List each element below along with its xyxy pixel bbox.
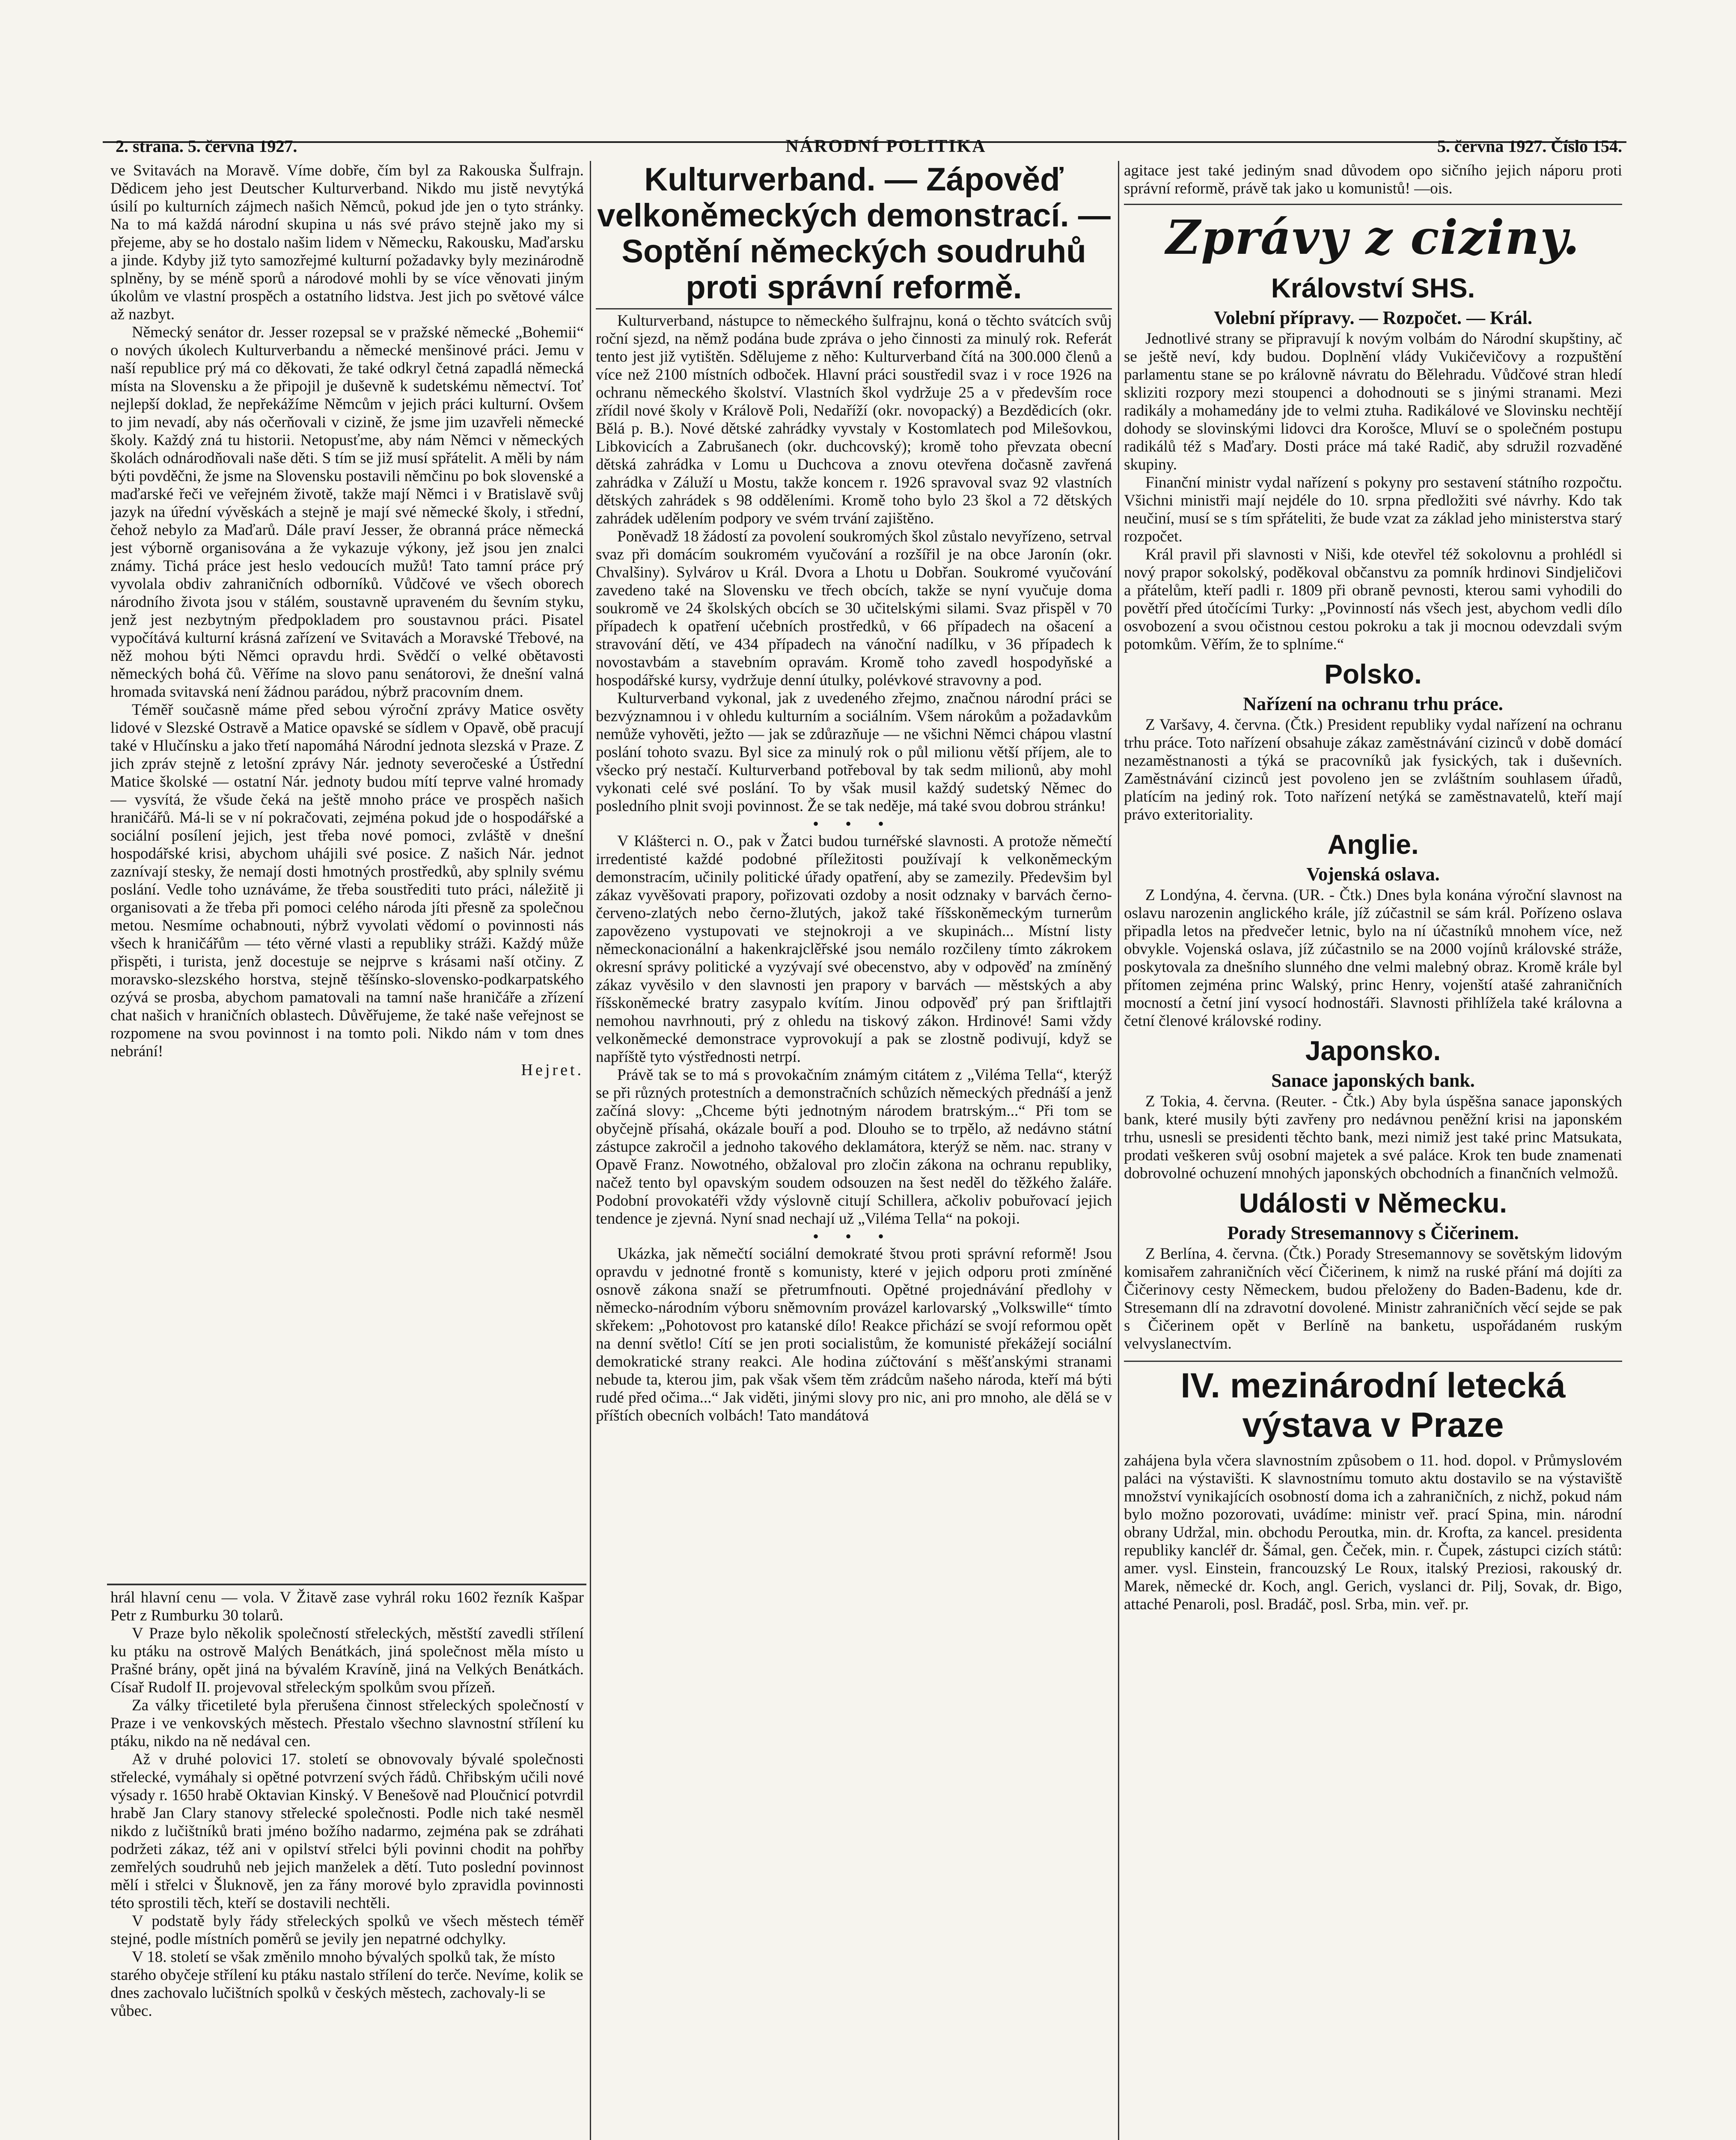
country-heading: Anglie. — [1327, 829, 1419, 860]
section-separator-dots: • • • — [812, 1227, 895, 1246]
country-heading: Události v Německu. — [1239, 1188, 1507, 1219]
section-separator-dots: • • • — [812, 814, 895, 833]
page-header — [107, 136, 1622, 158]
news-subheading: Porady Stresemannovy s Čičerinem. — [1227, 1222, 1519, 1243]
feuilleton-rule — [107, 1584, 586, 1585]
news-paragraph: Z Berlína, 4. června. (Čtk.) Porady Stresemannovy se sovětským lidovým komisařem zahraničních věcí Čičerinem, k nimž na ruské přání má dojíti za Čičerinovy cesty Německem, budou přeloženy do Baden-Badenu, kde dr. Stresemann dlí na zdravotní dovolené. Ministr zahraničních věcí sejde se pak s Čičerinem opět v Berlíně na banketu, uspořádaném ruským velvyslanectvím. — [1124, 1245, 1622, 1352]
column-2-article — [596, 162, 1112, 2140]
article-paragraph: Německý senátor dr. Jesser rozepsal se v pražské německé „Bohemii“ o nových úkolech Kulturverbandu a německé menšinové práci. Jemu v naší republice prý má co děkovati, že také odkryl četná zapadlá německá místa na Slovensku a že připojil je duševně k sudetskému němectví. Toť nejlepší doklad, že nepřekážíme Němcům v jejich práci kulturní. Ovšem to jim nevadí, aby nás očerňovali v cizině, že jsme jim uzavřeli německé školy. Každý zná tu historii. Netopusťme, aby nám Němci v německých školách odnárodňovali naše děti. S tím se již musí spřátelit. A měli by nám býti povděčni, že jsme na Slovensku postavili němčinu po bok slovenské a maďarské řeči ve veřejném životě, takže mají Němci i v Bratislavě svůj jazyk na úřední vývěskách a stejně je mají své německé školy, i střední, čehož nebylo za Maďarů. Dále praví Jesser, že obranná práce německá jest výborně organisována a že vykazuje výkony, jež jsou jen znalci známy. Tichá práce jest heslo vedoucích mužů! Tato tamní práce prý vyvolala obdiv zahraničních odborníků. Vůdčové ve všech oborech národního života jsou v stálém, soustavně upraveném du ševním styku, jenž jest nezbytným předpokladem pro soustavnou práci. Pisatel vypočítává kulturní krásná zařízení ve Svitavách a Moravské Třebové, na něž mohou býti Němci opravdu hrdi. Svědčí o velké obětavosti německých bohá čů. Věříme na slovo panu senátorovi, že dnešní valná hromada svitavská není žádnou parádou, nýbrž pracovním dnem. — [110, 324, 584, 701]
news-subheading: Nařízení na ochranu trhu práce. — [1243, 693, 1503, 714]
column-1-feuilleton — [110, 1589, 584, 2140]
column-3-foreign-news — [1124, 162, 1622, 2140]
news-subheading: Volební přípravy. — Rozpočet. — Král. — [1214, 307, 1532, 328]
section-rule — [1124, 1361, 1622, 1362]
article-paragraph: V Klášterci n. O., pak v Žatci budou turnéřské slavnosti. A protože němečtí irredentisté každé podobné příležitosti používají k velkoněmeckým demonstracím, učinily politické úřady opatření, aby se zamezily. Předevšim byl zákaz vyvěšovati prapory, pořizovati ozdoby a nosit odznaky v barvách černo-červeno-zlatých nebo černo-žlutých, jakož také říšskoněmeckým turnerům zapovězeno vystupovati ve stejnokroji a ve skupinách... Místní listy německonacionální a hakenkrajclěřské jsou nemálo rozčileny tímto zákrokem okresní správy politické a vyzývají své obecenstvo, aby v odpověď na zmíněný zákaz vyvěsilo v den slavnosti jen prapory v barvách — městských a aby říšskoněmecké bratry zasypalo kvítím. Jinou odpověď prý pan šriftlajtři nemohou navrhnouti, prý z ohledu na tiskový zákon. Hrdinové! Sami vždy velkoněmecké demonstrace vyprovokují a pak se zlostně podivují, když se napříště tyto výstřednosti netrpí. — [596, 832, 1112, 1066]
column-1-article — [110, 162, 584, 1581]
feuilleton-paragraph: Až v druhé polovici 17. století se obnovovaly bývalé společnosti střelecké, vymáhaly si opětné potvrzení svých řádů. Chřibským učili nové výsady r. 1650 hrabě Oktavian Kinský. V Benešově nad Ploučnicí potvrdil hrabě Jan Clary stanovy střelecké společnosti. Podle nich také nesměl nikdo z lučištníků brati jméno božího nadarmo, zejména pak se zdráhati podržeti zákaz, též ani v opilství střelci býli povinni chodit na pohřby zemřelých soudruhů neb jejich manželek a dětí. Tuto poslední povinnost mělí i střelci v Šluknově, jen za řány morové bylo zpravidla povinnosti této sprostili těch, kteří se dostavili nechtěli. — [110, 1751, 584, 1912]
news-paragraph: Jednotlivé strany se připravují k novým volbám do Národní skupštiny, ač se ještě neví, kdy budou. Doplnění vlády Vukičevičovy a rozpuštění parlamentu stane se po královně návratu do Bělehradu. Vůdčové stran hledí skliziti rozpory mezi stoupenci a dohodnouti se s jinými stranami. Mezi radikály a mohamedány jde to velmi ztuha. Radikálové ve Slovinsku nechtějí dohody se slovinskými lidovci dra Korošce, Mluví se o společném postupu radikálů též s Maďary. Dosti práce má také Radič, aby sdružil rozvaděné skupiny. — [1124, 330, 1622, 473]
feuilleton-paragraph: V 18. století se však změnilo mnoho bývalých spolků tak, že místo starého obyčeje střílení ku ptáku nastalo střílení do terče. Nevíme, kolik se dnes zachovalo lučištních spolků v českých městech, zachovaly-li se vůbec. — [110, 1948, 583, 2020]
article-headline: Kulturverband. — Zápověď velkoněmeckých demonstrací. — Soptění německých soudruhů proti správní reformě. — [597, 162, 1111, 306]
feuilleton-paragraph: hrál hlavní cenu — vola. V Žitavě zase vyhrál roku 1602 řezník Kašpar Petr z Rumburku 30 tolarů. — [110, 1589, 584, 1624]
headline-rule — [596, 308, 1112, 309]
country-heading: Japonsko. — [1305, 1035, 1441, 1066]
article-paragraph: Právě tak se to má s provokačním známým citátem z „Viléma Tella“, kterýž se při různých protestních a demonstračních schůzích německých přednáší a jenž začíná slovy: „Chceme býti jednotným národem bratrským...“ Při tom se obyčejně přísahá, okázale bouří a pod. Dlouho se to trpělo, až nedávno státní zástupce zakročil a jednoho takového deklamátora, kterýž se něm. nac. strany v Opavě Franz. Nowotného, obžaloval pro zločin zákona na ochranu republiky, načež tento byl opavským soudem odsouzen na šest neděl do těžkého žaláře. Podobní provokatéři vždy výslovně citují Schillera, ačkoliv pobuřovací jejich tendence je zjevná. Nyní snad nechají už „Viléma Tella“ na pokoji. — [596, 1066, 1112, 1228]
feuilleton-paragraph: V podstatě byly řády střeleckých spolků ve všech městech téměř stejné, podle místních poměrů se jevily jen nepatrné odchylky. — [110, 1912, 584, 1948]
article-paragraph: Kulturverband vykonal, jak z uvedeného zřejmo, značnou národní práci se bezvýznamnou i v ohledu kulturním a sociálním. Všem nárokům a požadavkům nemůže vyhověti, ježto — jak se zdůrazňuje — ne všichni Němci chápou vlastní poslání tohoto svazu. Byl sice za minulý rok o půl milionu větší příjem, ale to všecko prý nestačí. Kulturverband potřeboval by tak sedm milionů, aby mohl vykonati celé své poslání. To by však musil každý sudetský Němec do posledního plnit svoji povinnost. Že se tak neděje, má také svou dobrou stránku! — [596, 690, 1112, 815]
header-issue-right: 5. června 1927. Číslo 154. — [1437, 137, 1622, 156]
article-paragraph: Kulturverband, nástupce to německého šulfrajnu, koná o těchto svátcích svůj roční sjezd, na němž podána bude zpráva o jeho činnosti za minulý rok. Referát tento jest již vytištěn. Sdělujeme z něho: Kulturverband čítá na 300.000 členů a více než 2100 místních odboček. Hlavní práci soustředil svaz i v roce 1926 na ochranu německého školství. Vlastních škol vydržuje 25 a v především roce zřídil nové školy v Králově Poli, Nedaříží (okr. novopacký) a Bezdědicích (okr. Bělá p. B.). Nové dětské zahrádky vyvstaly v Kostomlatech pod Milešovkou, Libkovicích a Zabrušanech (okr. duchcovský); kromě toho převzata obecní dětská zahrádka v Lomu u Duchcova a znovu otevřena dočasně zavřená zahrádka v Záluží u Mostu, takže koncem r. 1926 spravoval svaz 92 vlastních dětských zahrádek s 98 odděleními. Kromě toho bylo 23 škol a 72 dětských zahrádek udělením podpory ve svém trvání zajištěno. — [596, 312, 1112, 527]
country-heading: Polsko. — [1324, 659, 1422, 690]
news-paragraph: Z Londýna, 4. června. (UR. - Čtk.) Dnes byla konána výroční slavnost na oslavu narozenin anglického krále, jíž zúčastnil se sám král. Pořízeno oslava připadla letos na předvečer letnic, bylo na ní účastníků mnohem více, než obvykle. Vojenská oslava, jíž zúčastnilo se na 2000 vojínů královské stráže, poskytovala za dnešního slunného dne velmi malebný obraz. Kromě krále byl přítomen zejména princ Walský, princ Henry, vojenští atašé zahraničních mocností a četní jiní vysocí hodnostáři. Slavnosti přihlížela také královna a četní členové královské rodiny. — [1124, 886, 1622, 1030]
news-subheading: Sanace japonských bank. — [1271, 1070, 1475, 1091]
author-signature: Hejret. — [521, 1061, 584, 1079]
section-title: Zprávy z ciziny. — [1166, 210, 1580, 265]
continuation-paragraph: agitace jest také jediným snad důvodem opo sičního jejich náporu proti správní reformě, právě tak jako u komunistů! —ois. — [1124, 162, 1622, 197]
column-rule-2 — [1118, 161, 1119, 2140]
header-date-left: 2. strana. 5. června 1927. — [116, 137, 297, 156]
exhibition-paragraph: zahájena byla včera slavnostním způsobem o 11. hod. dopol. v Průmyslovém paláci na výstavišti. K slavnostnímu tomuto aktu dostavilo se na výstaviště množství vynikajících osobností doma ich a zahraničních, z nichž, pokud nám bylo možno pozorovati, uvádíme: ministr veř. prací Spina, min. národní obrany Udržal, min. obchodu Peroutka, min. dr. Krofta, za kancel. presidenta republiky kancléř dr. Šámal, gen. Čeček, min. r. Čupek, zástupci cizích států: amer. vysl. Einstein, francouzský Le Roux, italský Preziosi, rakouský dr. Marek, německé dr. Koch, angl. Gerich, vyslanci dr. Pilj, Sovak, dr. Bigo, attaché Penaroli, posl. Bradáč, posl. Srba, min. veř. pr. — [1124, 1452, 1622, 1613]
section-rule — [1124, 204, 1622, 205]
article-paragraph: ve Svitavách na Moravě. Víme dobře, čím byl za Rakouska Šulfrajn. Dědicem jeho jest Deutscher Kulturverband. Nikdo mu jistě nevytýká úsilí po kulturních zájmech našich Němců, pokud jde jen o tyto stránky. Na to má každá národní skupina u nás své právo stejně jako my si přejeme, aby se ho dostalo našim lidem v Německu, Rakousku, Maďarsku a jinde. Kdyby již tyto samozřejmé kulturní požadavky byly mezinárodně splněny, by se méně sporů a národové mohli by se více věnovati jiným úkolům ve vlastní prospěch a ostatního lidstva. Jest jich po světové válce až nazbyt. — [110, 162, 584, 323]
news-paragraph: Z Tokia, 4. června. (Reuter. - Čtk.) Aby byla úspěšna sanace japonských bank, které musily býti zavřeny pro nedávnou peněžní krisi na japonském trhu, usnesli se presidenti těchto bank, mezi nimiž jest také princ Matsukata, prodati veškeren svůj osobní majetek a své paláce. Krok ten bude znamenati dobrovolné ochuzení mnohých japonských obchodních a finančních velmožů. — [1124, 1093, 1622, 1182]
news-paragraph: Finanční ministr vydal nařízení s pokyny pro sestavení státního rozpočtu. Všichni ministři mají nejdéle do 10. srpna předložiti své návrhy. Kdo tak neučiní, musí se s tím spřáteliti, že bude vzat za základ jeho ministerstva starý rozpočet. — [1124, 474, 1622, 545]
feuilleton-paragraph: Za války třicetileté byla přerušena činnost střeleckých společností v Praze i ve venkovských městech. Přestalo všechno slavnostní střílení ku ptáku, nikdo na ně nedával cen. — [110, 1697, 584, 1750]
feuilleton-paragraph: V Praze bylo několik společností střeleckých, městští zavedli střílení ku ptáku na ostrově Malých Benátkách, jiná společnost měla místo u Prašné brány, opět jiná na bývalém Kravíně, jiná na Velkých Benátkách. Císař Rudolf II. projevoval střeleckým spolkům svou přízeň. — [110, 1625, 584, 1696]
country-heading: Království SHS. — [1271, 273, 1475, 303]
article-paragraph: Ukázka, jak němečtí sociální demokraté štvou proti správní reformě! Jsou opravdu v jednotné frontě s komunisty, které v jejich odporu proti zmíněné osnově zákona snaží se přetrumfnouti. Opětné projednávání předlohy v německo-národním výboru sněmovním provázel karlovarský „Volkswille“ tímto skřekem: „Pohotovost pro katanské dílo! Reakce přichází se svojí reformou opět na denní světlo! Cítí se jen proti socialistům, že komunisté překážejí sociální demokratické strany reakci. Ale hodina zúčtování s měšťanskými stranami nebude ta, kterou jim, pak však všem těm zrádcům našeho národa, kteří má býti rudé před očima...“ Jak viděti, jinými slovy pro nic, ani pro mnoho, ale dělá se v příštích obecních volbách! Tato mandátová — [596, 1245, 1112, 1424]
article-paragraph: Téměř současně máme před sebou výroční zprávy Matice osvěty lidové v Slezské Ostravě a Matice opavské se sídlem v Opavě, obě pracují také v Hlučínsku a jako třetí napomáhá Národní jednota slezská v Praze. Z jich zpráv stejně z letošní zprávy Nár. jednoty severočeské a Ústřední Matice školské — ostatní Nár. jednoty budou mítí teprve valné hromady — vysvítá, že všude čeká na ještě mnoho práce ve prospěch našich hraničářů. Má-li se v ní pokračovati, zejména pokud jde o hospodářské a sociální posílení jejich, jest třeba nové pomoci, zvláště v dnešní hospodářské krisi, abychom uhájili své posice. Z našich Nár. jednot zaznívají stesky, že nemají dosti hmotných prostředků, aby splnily svému poslání. Vedle toho uznáváme, že třeba soustřediti tuto práci, náležitě ji organisovati a že třeba při pomoci celého národa jíti přesně za společnou metou. Nesmíme ochabnouti, nýbrž vyvolati vědomí o povinnosti nás všech k hraničářům — této věrné vlasti a republiky stráži. Každý může přispěti, i turista, jenž docestuje se nejprve s krásami naší otčiny. Z moravsko-slezského horstva, stejně těšínsko-slovensko-podkarpatského ozývá se prosba, abychom pamatovali na tamní naše hraničáře a zřízení chat našich v hraničních oblastech. Důvěřujeme, že také naše veřejnost se rozpomene na svou povinnost i na tomto poli. Nikdo nám v tom dnes nebrání! — [110, 701, 584, 1060]
column-rule-1 — [590, 161, 591, 2140]
masthead-title: NÁRODNÍ POLITIKA — [785, 137, 987, 156]
news-subheading: Vojenská oslava. — [1306, 864, 1440, 885]
news-paragraph: Z Varšavy, 4. června. (Čtk.) President republiky vydal nařízení na ochranu trhu práce. Toto nařízení obsahuje zákaz zaměstnávání cizinců v době domácí nezaměstnanosti a týká se pracovníků jak fysických, tak i duševních. Zaměstnávání cizinců jest povoleno jen se zvláštním souhlasem úřadů, platícím na jediný rok. Toto nařízení netýká se zaměstnavatelů, kteří mají právo exteritoriality. — [1124, 716, 1622, 823]
exhibition-headline: IV. mezinárodní letecká výstava v Praze — [1180, 1366, 1566, 1444]
news-paragraph: Král pravil při slavnosti v Niši, kde otevřel též sokolovnu a prohlédl si nový prapor sokolský, poděkoval občanstvu za pomník hrdinovi Sindjeličovi a přátelům, kteří padli r. 1809 při obraně pevnosti, kterou sami vyhodili do povětří před útočícími Turky: „Povinností nás všech jest, abychom vedli dílo osvobození a svou očistnou cestou pokroku a tak ji mocnou odevzdali svým potomkům. Věřím, že to splníme.“ — [1124, 546, 1622, 653]
article-paragraph: Poněvadž 18 žádostí za povolení soukromých škol zůstalo nevyřízeno, setrval svaz při domácím soukromém vyučování a rozšířil je na obce Jaronín (okr. Chvalšiny). Sylvárov u Král. Dvora a Lhotu u Dobřan. Soukromé vyučování zavedeno také na Slovensku ve třech obcích, takže se nyní vyučuje doma soukromě ve 24 školských obcích se 30 učitelskými silami. Svaz přispěl v 70 případech k opatření učebních prostředků, v 66 případech na ošacení a stravování dětí, ve 434 případech na vánoční nadílku, v 36 případech k novostavbám a stavebním opravám. Kromě toho zavedl hospodyňské a hospodářské kursy, vydržuje denní útulky, polévkové stravovny a pod. — [596, 528, 1112, 689]
